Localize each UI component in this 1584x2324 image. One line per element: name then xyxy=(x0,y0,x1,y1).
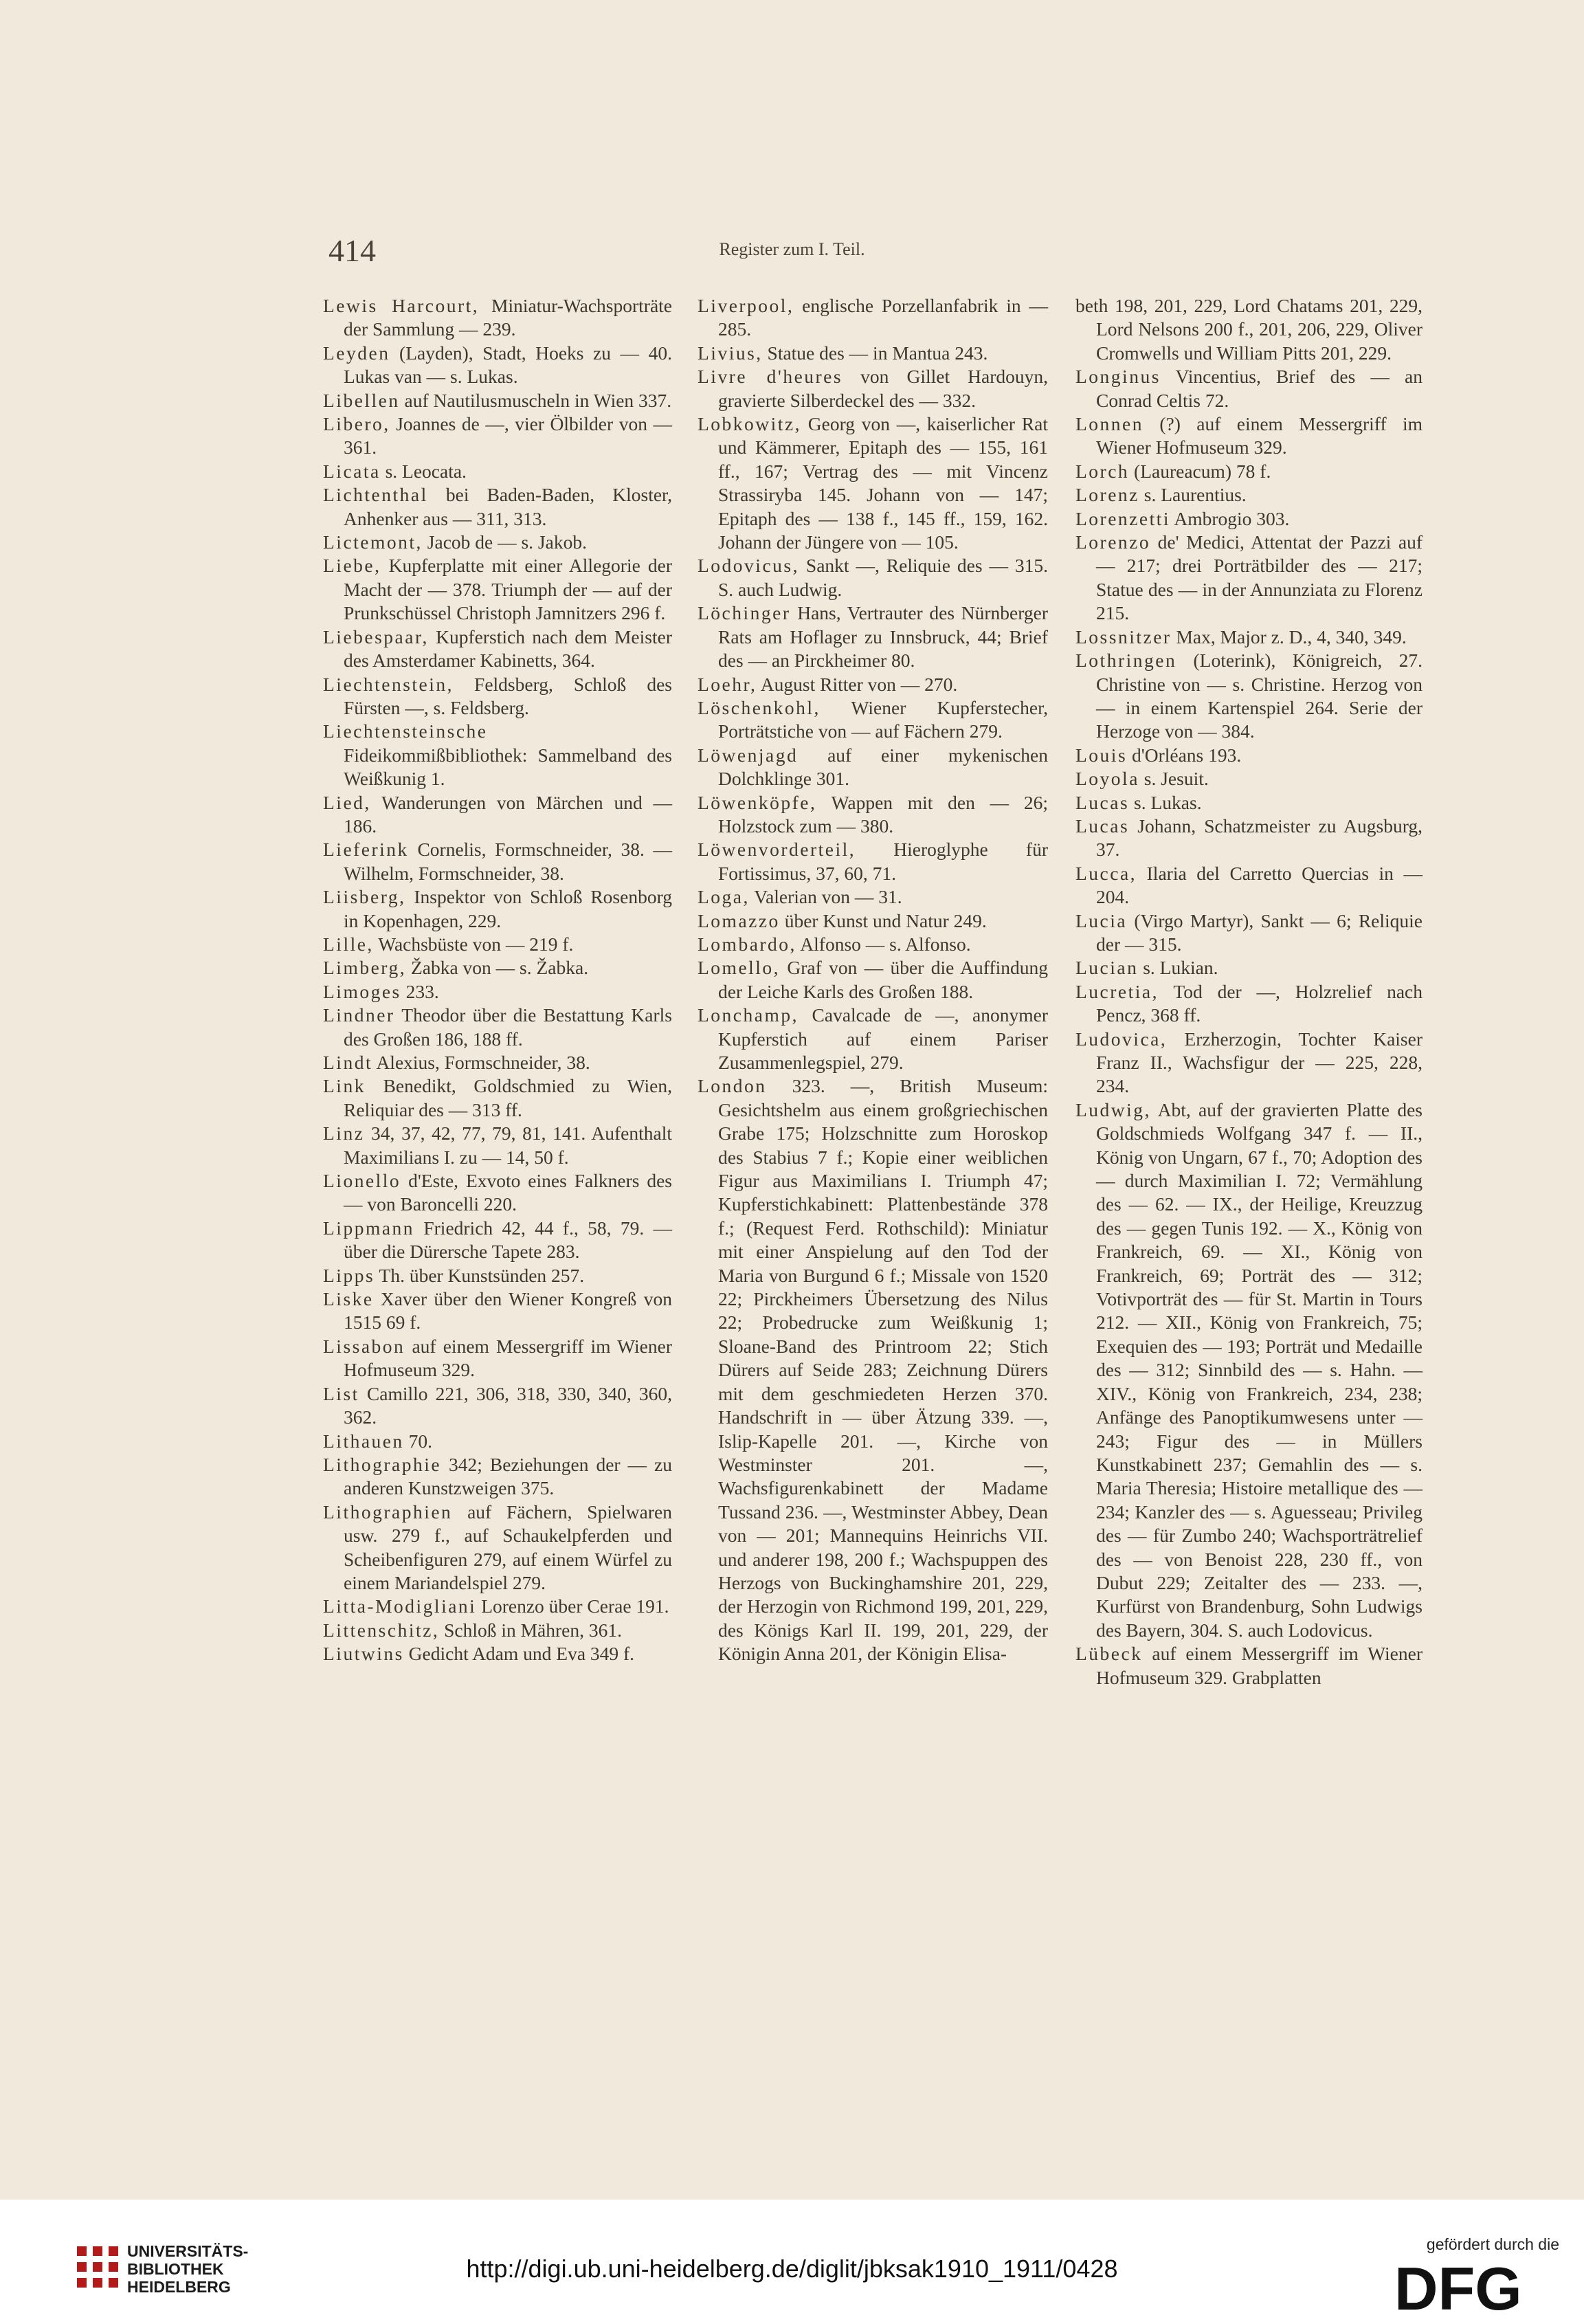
index-entry xyxy=(1075,294,1423,365)
index-entry xyxy=(1075,956,1423,980)
index-entry xyxy=(323,1335,672,1382)
index-entry-text: Camillo 221, 306, 318, 330, 340, 360, 362. xyxy=(344,1382,672,1428)
index-entry xyxy=(323,1217,672,1264)
index-entry-text: (Laureacum) 78 f. xyxy=(1129,460,1271,482)
index-entry-headword: Loyola xyxy=(1075,768,1139,790)
index-entry-text: Graf von — über die Auffindung der Leiche Karls des Großen 188. xyxy=(718,957,1048,1002)
index-entry xyxy=(1075,744,1423,767)
index-entry-headword: List xyxy=(323,1382,359,1404)
index-entry xyxy=(323,554,672,625)
index-entry-headword: Lorenzetti xyxy=(1075,507,1170,529)
index-entry-headword: Lucas xyxy=(1075,815,1130,837)
index-entry-text: Alfonso — s. Alfonso. xyxy=(796,933,971,955)
index-entry-text: Wachsbüste von — 219 f. xyxy=(373,933,574,955)
index-entry-text: auf Fächern, Spielwaren usw. 279 f., auf Schaukelpferden und Scheibenfiguren 279, auf einem Würfel zu einem Mariandelspiel 279. xyxy=(344,1501,672,1593)
index-entry-headword: Lodovicus, xyxy=(698,555,799,577)
index-entry xyxy=(323,342,672,389)
index-entry-text: auf einem Messergriff im Wiener Hofmuseum 329. xyxy=(344,1335,672,1381)
index-entry xyxy=(323,1051,672,1074)
index-entry-headword: Lithographie xyxy=(323,1453,442,1475)
index-entry-text: (Layden), Stadt, Hoeks zu — 40. Lukas van — s. Lukas. xyxy=(344,342,672,388)
index-entry-headword: Lucas xyxy=(1075,791,1130,813)
index-entry-headword: Longinus xyxy=(1075,366,1161,388)
index-entry xyxy=(1075,365,1423,412)
index-entry xyxy=(698,601,1048,672)
index-entry-text: Inspektor von Schloß Rosenborg in Kopenhagen, 229. xyxy=(344,886,672,931)
index-entry xyxy=(323,412,672,460)
index-entry-headword: Liske xyxy=(323,1288,374,1310)
index-entry-headword: Löchinger xyxy=(698,602,791,624)
index-column-2 xyxy=(698,294,1048,1666)
index-entry-headword: Livius, xyxy=(698,342,763,364)
index-entry-headword: Libellen xyxy=(323,389,400,411)
index-entry xyxy=(323,980,672,1004)
index-entry-text: Tod der —, Holzrelief nach Pencz, 368 ff. xyxy=(1096,980,1423,1026)
index-entry-headword: Liutwins xyxy=(323,1643,404,1665)
index-entry-text: Alexius, Formschneider, 38. xyxy=(372,1052,590,1073)
index-entry xyxy=(698,294,1048,342)
index-entry xyxy=(698,791,1048,839)
index-entry-headword: Liechtensteinsche xyxy=(323,720,488,742)
index-entry-headword: Loehr, xyxy=(698,673,757,695)
index-entry-headword: Lichtenthal xyxy=(323,484,428,506)
index-entry xyxy=(323,1453,672,1501)
index-entry-text: Kupferplatte mit einer Allegorie der Macht der — 378. Triumph der — auf der Prunkschüssel Christoph Jamnitzers 296 f. xyxy=(344,555,672,624)
index-entry-text: s. Leocata. xyxy=(380,460,467,482)
index-entry xyxy=(698,909,1048,933)
index-entry xyxy=(698,554,1048,601)
index-entry xyxy=(323,531,672,554)
index-entry-text: d'Orléans 193. xyxy=(1127,744,1242,766)
index-entry xyxy=(1075,626,1423,649)
index-entry-headword: Lonnen xyxy=(1075,413,1144,435)
library-name-line: BIBLIOTHEK xyxy=(127,2260,224,2278)
index-entry-text: (Virgo Martyr), Sankt — 6; Reliquie der — 315. xyxy=(1096,909,1423,955)
index-entry-headword: Louis xyxy=(1075,744,1128,766)
index-entry xyxy=(1075,1098,1423,1642)
index-entry-headword: Loga, xyxy=(698,886,750,908)
index-entry xyxy=(1075,531,1423,626)
index-entry-headword: Litta-Modigliani xyxy=(323,1595,477,1617)
index-entry-text: Wanderungen von Märchen und — 186. xyxy=(344,791,672,837)
index-entry-headword: Liverpool, xyxy=(698,295,794,316)
index-entry-text: Miniatur-Wachsporträte der Sammlung — 239. xyxy=(344,295,672,340)
index-entry-text: auf Nautilusmuscheln in Wien 337. xyxy=(399,389,672,411)
index-entry-text: Georg von —, kaiserlicher Rat und Kämmerer, Epitaph des — 155, 161 ff., 167; Vertrag des — mit Vincenz Strassiryba 145. Johann von — 147; Epitaph des — 138 f., 145 ff., 159, 162. Johann der Jüngere von — 105. xyxy=(718,413,1048,553)
index-entry-text: Cornelis, Formschneider, 38. — Wilhelm, Formschneider, 38. xyxy=(344,839,672,884)
index-entry-headword: Link xyxy=(323,1075,366,1097)
index-entry-headword: Limoges xyxy=(323,980,401,1002)
index-entry xyxy=(323,1074,672,1122)
index-entry xyxy=(323,1430,672,1453)
index-entry-text: 70. xyxy=(403,1430,432,1452)
index-entry-headword: Lied, xyxy=(323,791,371,813)
index-entry-headword: Löschenkohl, xyxy=(698,696,821,718)
index-entry-headword: Lübeck xyxy=(1075,1643,1143,1665)
index-entry-headword: Liebespaar, xyxy=(323,626,429,648)
index-entry-text: beth 198, 201, 229, Lord Chatams 201, 229, Lord Nelsons 200 f., 201, 206, 229, Oliver Cromwells und William Pitts 201, 229. xyxy=(1075,295,1423,364)
index-entry xyxy=(1075,1028,1423,1098)
index-entry-headword: London xyxy=(698,1075,767,1097)
index-entry-text: Xaver über den Wiener Kongreß von 1515 69 f. xyxy=(344,1288,672,1333)
index-entry-text: Sankt —, Reliquie des — 315. S. auch Ludwig. xyxy=(718,555,1048,600)
index-entry-text: de' Medici, Attentat der Pazzi auf — 217; drei Porträtbilder des — 217; Statue des — in der Annunziata zu Florenz 215. xyxy=(1096,531,1423,624)
index-entry xyxy=(1075,460,1423,483)
index-entry-headword: Lobkowitz, xyxy=(698,413,802,435)
index-entry-text: Erzherzogin, Tochter Kaiser Franz II., Wachsfigur der — 225, 228, 234. xyxy=(1096,1028,1423,1097)
index-entry xyxy=(323,460,672,483)
dfg-logo-icon xyxy=(1394,2261,1559,2314)
index-entry-text: s. Lukas. xyxy=(1129,791,1202,813)
index-entry-text: Gedicht Adam und Eva 349 f. xyxy=(403,1643,635,1665)
index-entry-text: über Kunst und Natur 249. xyxy=(779,909,987,931)
index-entry-text: (?) auf einem Messergriff im Wiener Hofmuseum 329. xyxy=(1096,413,1423,458)
index-entry xyxy=(323,1382,672,1430)
index-entry xyxy=(323,1122,672,1169)
index-entry-text: Wappen mit den — 26; Holzstock zum — 380. xyxy=(718,791,1048,837)
index-entry xyxy=(698,885,1048,909)
index-entry-text: Max, Major z. D., 4, 340, 349. xyxy=(1171,626,1407,648)
index-entry-headword: Lossnitzer xyxy=(1075,626,1172,648)
index-entry-text: auf einer mykenischen Dolchklinge 301. xyxy=(718,744,1048,790)
index-entry-text: Abt, auf der gravierten Platte des Goldschmieds Wolfgang 347 f. — II., König von Ungarn, 67 f., 70; Adoption des — durch Maximilian I. 72; Vermählung des — 62. — IX., der Heilige, Kreuzzug des — gegen Tunis 192. — X., König von Frankreich, 69. — XI., König von Frankreich, 69; Porträt des — 312; Votivporträt des — für St. Martin in Tours 212. — XII., König von Frankreich, 75; Exequien des — 193; Porträt und Medaille des — 312; Sinnbild des — s. Hahn. — XIV., König von Frankreich, 234, 238; Anfänge des Panoptikumwesens unter — 243; Figur des — in Müllers Kunstkabinett 237; Gemahlin des — s. Maria Theresia; Histoire metallique des — 234; Kanzler des — s. Aguesseau; Privileg des — für Zumbo 240; Wachsporträtrelief des — von Benoist 228, 230 ff., von Dubut 229; Zeitalter des — 233. —, Kurfürst von Brandenburg, Sohn Ludwigs des Bayern, 304. S. auch Lodovicus. xyxy=(1096,1098,1423,1641)
index-entry xyxy=(698,838,1048,885)
index-entry-text: Lorenzo über Cerae 191. xyxy=(476,1595,669,1617)
index-entry-headword: Löwenköpfe, xyxy=(698,791,817,813)
index-entry-text: 323. —, British Museum: Gesichtshelm aus einem großgriechischen Grabe 175; Holzschnitte zum Horoskop des Stabius 7 f.; Kopie einer weiblichen Figur aus Maximilians I. Triumph 47; Kupferstichkabinett: Plattenbestände 378 f.; (Request Ferd. Rothschild): Miniatur mit einer Anspielung auf den Tod der Maria von Burgund 6 f.; Missale von 1520 22; Pirckheimers Übersetzung des Nilus 22; Probedrucke zum Weißkunig 1; Sloane-Band des Printroom 22; Stich Dürers auf Seide 283; Zeichnung Dürers mit dem geschmiedeten Herzen 370. Handschrift in — über Ätzung 339. —, Islip-Kapelle 201. —, Kirche von Westminster 201. —, Wachsfigurenkabinett der Madame Tussand 236. —, Westminster Abbey, Dean von — 201; Mannequins Heinrichs VII. und anderer 198, 200 f.; Wachspuppen des Herzogs von Buckinghamshire 201, 229, der Herzogin von Richmond 199, 201, 229, des Königs Karl II. 199, 201, 229, der Königin Anna 201, der Königin Elisa- xyxy=(718,1075,1048,1665)
index-entry-headword: Lorenzo xyxy=(1075,531,1151,553)
index-entry xyxy=(323,389,672,412)
index-entry-headword: Lothringen xyxy=(1075,650,1177,672)
index-entry-headword: Lomello, xyxy=(698,957,781,979)
index-entry-headword: Limberg, xyxy=(323,957,407,979)
index-entry-headword: Libero, xyxy=(323,413,390,435)
index-entry xyxy=(698,365,1048,412)
index-entry-text: Johann, Schatzmeister zu Augsburg, 37. xyxy=(1096,815,1423,861)
index-entry xyxy=(698,673,1048,696)
index-entry-text: Joannes de —, vier Ölbilder von — 361. xyxy=(344,413,672,458)
index-entry xyxy=(698,744,1048,791)
index-entry xyxy=(323,1501,672,1595)
index-entry-text: Ambrogio 303. xyxy=(1170,507,1290,529)
index-entry-text: Žabka von — s. Žabka. xyxy=(406,957,589,979)
index-entry-headword: Lindt xyxy=(323,1052,373,1073)
index-entry xyxy=(323,1619,672,1642)
index-column-1 xyxy=(323,294,672,1666)
index-entry xyxy=(323,933,672,956)
index-entry xyxy=(698,933,1048,956)
footer-bar xyxy=(0,2200,1584,2324)
index-entry-headword: Linz xyxy=(323,1122,365,1144)
index-entry-headword: Lipps xyxy=(323,1264,375,1286)
index-entry xyxy=(323,1169,672,1217)
index-entry-headword: Liebe, xyxy=(323,555,381,577)
index-entry-text: Vincentius, Brief des — an Conrad Celtis 72. xyxy=(1096,366,1423,411)
index-entry xyxy=(323,1264,672,1287)
index-entry xyxy=(1075,980,1423,1028)
index-entry-headword: Ludovica, xyxy=(1075,1028,1168,1050)
index-entry-headword: Ludwig, xyxy=(1075,1098,1151,1120)
index-entry-text: Jacob de — s. Jakob. xyxy=(422,531,587,553)
index-entry-headword: Littenschitz, xyxy=(323,1619,440,1641)
index-entry-headword: Lieferink xyxy=(323,839,409,861)
index-entry-headword: Leyden xyxy=(323,342,390,364)
index-entry-text: Cavalcade de —, anonymer Kupferstich auf einem Pariser Zusammenlegspiel, 279. xyxy=(718,1004,1048,1073)
index-column-3 xyxy=(1075,294,1423,1690)
index-entry xyxy=(698,696,1048,744)
index-entry xyxy=(323,791,672,839)
index-entry xyxy=(323,720,672,790)
index-entry xyxy=(1075,791,1423,815)
index-entry-text: (Loterink), Königreich, 27. Christine von — s. Christine. Herzog von — in einem Kartenspiel 264. Serie der Herzoge von — 384. xyxy=(1096,650,1423,742)
index-entry xyxy=(323,1595,672,1618)
index-entry xyxy=(323,294,672,342)
index-entry-headword: Lithauen xyxy=(323,1430,404,1452)
index-entry-text: auf einem Messergriff im Wiener Hofmuseum 329. Grabplatten xyxy=(1096,1643,1423,1688)
index-entry-text: s. Laurentius. xyxy=(1139,484,1247,506)
library-name-line: HEIDELBERG xyxy=(127,2278,231,2296)
index-entry xyxy=(323,1004,672,1051)
page-number: 414 xyxy=(328,233,376,268)
index-entry-headword: Lewis Harcourt, xyxy=(323,295,480,316)
index-entry-headword: Lictemont, xyxy=(323,531,423,553)
index-entry-headword: Lucca, xyxy=(1075,862,1137,884)
index-entry xyxy=(323,673,672,720)
index-entry-text: Kupferstich nach dem Meister des Amsterdamer Kabinetts, 364. xyxy=(344,626,672,672)
running-head: Register zum I. Teil. xyxy=(719,239,865,259)
index-entry-headword: Lindner xyxy=(323,1004,395,1026)
index-entry-text: Valerian von — 31. xyxy=(749,886,902,908)
index-entry xyxy=(698,1074,1048,1665)
index-entry-headword: Lombardo, xyxy=(698,933,796,955)
index-entry-text: s. Jesuit. xyxy=(1139,768,1209,790)
index-entry xyxy=(323,885,672,933)
index-entry-headword: Löwenvorderteil, xyxy=(698,839,856,861)
index-entry-headword: Lomazzo xyxy=(698,909,780,931)
index-entry xyxy=(1075,649,1423,744)
index-entry-headword: Lissabon xyxy=(323,1335,405,1357)
index-entry-headword: Lionello xyxy=(323,1170,401,1192)
index-entry-headword: Lorenz xyxy=(1075,484,1139,506)
index-entry-text: Friedrich 42, 44 f., 58, 79. — über die Dürersche Tapete 283. xyxy=(344,1217,672,1263)
index-entry xyxy=(698,1004,1048,1074)
index-entry-headword: Licata xyxy=(323,460,381,482)
index-entry-text: Fideikommißbibliothek: Sammelband des Weißkunig 1. xyxy=(344,744,672,790)
index-entry-text: 233. xyxy=(401,980,439,1002)
index-entry-text: Benedikt, Goldschmied zu Wien, Reliquiar des — 313 ff. xyxy=(344,1075,672,1120)
index-entry xyxy=(323,1642,672,1665)
index-entry-headword: Lucia xyxy=(1075,909,1128,931)
index-entry xyxy=(1075,862,1423,909)
index-entry-text: Theodor über die Bestattung Karls des Großen 186, 188 ff. xyxy=(344,1004,672,1050)
index-entry-text: Th. über Kunstsünden 257. xyxy=(375,1264,585,1286)
index-entry-text: von Gillet Hardouyn, gravierte Silberdeckel des — 332. xyxy=(718,366,1048,411)
index-entry-text: 342; Beziehungen der — zu anderen Kunstzweigen 375. xyxy=(344,1453,672,1499)
index-entry-text: Ilaria del Carretto Quercias in — 204. xyxy=(1096,862,1423,908)
index-entry xyxy=(1075,507,1423,531)
index-entry-headword: Lucretia, xyxy=(1075,980,1159,1002)
index-entry-text: Statue des — in Mantua 243. xyxy=(762,342,988,364)
index-entry xyxy=(323,956,672,980)
index-entry-headword: Lucian xyxy=(1075,957,1139,979)
index-entry xyxy=(698,412,1048,554)
index-entry-text: Hieroglyphe für Fortissimus, 37, 60, 71. xyxy=(718,839,1048,884)
index-entry xyxy=(323,483,672,531)
source-url-link[interactable]: http://digi.ub.uni-heidelberg.de/diglit/jbksak1910_1911/0428 xyxy=(466,2255,1118,2283)
index-entry-text: d'Este, Exvoto eines Falkners des — von Baroncelli 220. xyxy=(344,1170,672,1215)
library-name-line: UNIVERSITÄTS- xyxy=(127,2242,249,2260)
index-entry xyxy=(1075,909,1423,957)
index-entry xyxy=(1075,1642,1423,1690)
index-entry xyxy=(698,342,1048,365)
index-entry-headword: Lorch xyxy=(1075,460,1130,482)
index-entry xyxy=(1075,767,1423,790)
index-entry-text: Feldsberg, Schloß des Fürsten —, s. Feldsberg. xyxy=(344,673,672,718)
index-entry-headword: Löwenjagd xyxy=(698,744,799,766)
index-entry-text: Schloß in Mähren, 361. xyxy=(439,1619,623,1641)
index-entry xyxy=(323,838,672,885)
index-entry-text: Hans, Vertrauter des Nürnberger Rats am Hoflager zu Innsbruck, 44; Brief des — an Pirckheimer 80. xyxy=(718,602,1048,672)
index-entry-text: August Ritter von — 270. xyxy=(757,673,958,695)
dfg-logo-text: DFG xyxy=(1394,2261,1522,2314)
index-entry-headword: Lonchamp, xyxy=(698,1004,799,1026)
index-entry-text: englische Porzellanfabrik in — 285. xyxy=(718,295,1048,340)
index-entry xyxy=(698,956,1048,1004)
index-entry xyxy=(1075,483,1423,507)
index-entry-headword: Liechtenstein, xyxy=(323,673,454,695)
index-entry xyxy=(1075,815,1423,862)
index-entry-headword: Livre d'heures xyxy=(698,366,843,388)
index-entry-headword: Liisberg, xyxy=(323,886,406,908)
index-entry xyxy=(323,626,672,673)
index-entry-text: 34, 37, 42, 77, 79, 81, 141. Aufenthalt Maximilians I. zu — 14, 50 f. xyxy=(344,1122,672,1168)
index-entry xyxy=(1075,412,1423,460)
index-entry-headword: Lithographien xyxy=(323,1501,453,1523)
index-entry-text: Wiener Kupferstecher, Porträtstiche von — auf Fächern 279. xyxy=(718,696,1048,742)
index-entry-text: s. Lukian. xyxy=(1138,957,1218,979)
index-entry xyxy=(323,1287,672,1335)
funded-by-label: gefördert durch die xyxy=(1426,2235,1559,2253)
index-entry-headword: Lille, xyxy=(323,933,374,955)
index-entry-text: bei Baden-Baden, Kloster, Anhenker aus — 311, 313. xyxy=(344,484,672,529)
index-entry-headword: Lippmann xyxy=(323,1217,415,1239)
